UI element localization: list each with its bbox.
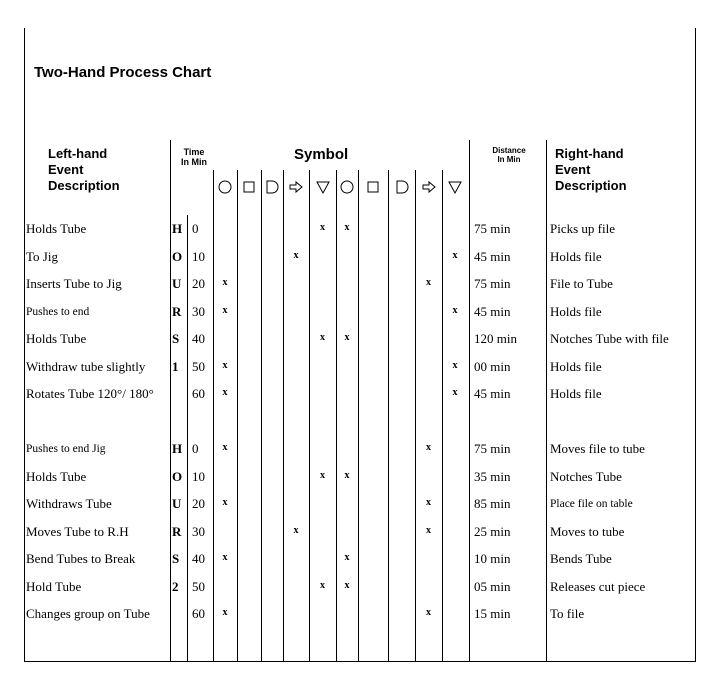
- arrow-icon: [420, 178, 438, 196]
- row-code: 2: [172, 578, 179, 594]
- symbol-mark: x: [344, 469, 350, 481]
- time-value: 50: [192, 358, 205, 374]
- left-hand-description: Pushes to end Jig: [26, 443, 106, 455]
- grid-line: [237, 170, 238, 662]
- symbol-mark: x: [222, 277, 228, 288]
- symbol-mark: x: [344, 552, 350, 563]
- left-hand-description: Inserts Tube to Jig: [26, 276, 122, 291]
- d-shape-icon: [263, 178, 281, 196]
- symbol-mark: x: [222, 387, 228, 398]
- right-hand-description: Place file on table: [550, 498, 633, 510]
- distance-value: 120 min: [474, 331, 517, 346]
- symbol-mark: x: [426, 607, 431, 618]
- left-hand-description: Hold Tube: [26, 578, 82, 594]
- distance-value: 15 min: [474, 606, 511, 621]
- right-header-line: Event: [555, 162, 591, 177]
- time-value: 0: [192, 221, 199, 236]
- grid-line: [170, 140, 171, 662]
- right-hand-description: Bends Tube: [550, 551, 612, 566]
- time-value: 40: [192, 331, 205, 346]
- left-hand-description: Withdraw tube slightly: [26, 358, 146, 374]
- time-header-line: In Min: [181, 157, 207, 167]
- grid-line: [469, 140, 470, 662]
- distance-value: 85 min: [474, 496, 511, 511]
- symbol-mark: x: [344, 579, 350, 591]
- left-hand-description: Holds Tube: [26, 221, 87, 236]
- left-hand-description: Withdraws Tube: [26, 496, 112, 511]
- distance-value: 05 min: [474, 578, 511, 594]
- time-value: 30: [192, 303, 205, 319]
- distance-header-line: Distance: [492, 146, 526, 155]
- triangle-icon: [446, 178, 464, 196]
- symbol-mark: x: [426, 524, 431, 536]
- time-header: [171, 147, 217, 167]
- row-code: O: [172, 468, 183, 484]
- row-code: U: [172, 276, 182, 291]
- left-hand-description: Bend Tubes to Break: [26, 551, 136, 566]
- right-hand-description: Notches Tube: [550, 468, 622, 484]
- time-value: 20: [192, 496, 205, 511]
- distance-value: 25 min: [474, 523, 511, 539]
- circle-icon: [216, 178, 234, 196]
- right-header-line: Description: [555, 178, 627, 193]
- right-hand-description: Holds file: [550, 248, 602, 264]
- d-shape-icon: [393, 178, 411, 196]
- row-code: H: [172, 221, 183, 236]
- row-code: S: [172, 331, 180, 346]
- left-hand-description: Holds Tube: [26, 331, 87, 346]
- right-hand-header: [555, 146, 627, 194]
- symbol-mark: x: [452, 387, 458, 398]
- symbol-mark: x: [452, 249, 458, 261]
- symbol-mark: x: [320, 579, 325, 591]
- time-value: 60: [192, 606, 205, 621]
- triangle-icon: [314, 178, 332, 196]
- page-title: Two-Hand Process Chart: [34, 64, 212, 81]
- right-hand-description: Releases cut piece: [550, 578, 646, 594]
- time-value: 30: [192, 523, 205, 539]
- symbol-mark: x: [222, 552, 228, 563]
- time-value: 0: [192, 441, 199, 456]
- square-icon: [240, 178, 258, 196]
- symbol-mark: x: [222, 304, 228, 316]
- arrow-icon: [287, 178, 305, 196]
- distance-value: 75 min: [474, 276, 511, 291]
- right-hand-description: File to Tube: [550, 276, 613, 291]
- left-hand-description: Holds Tube: [26, 468, 87, 484]
- right-hand-description: Notches Tube with file: [550, 331, 669, 346]
- square-icon: [364, 178, 382, 196]
- right-hand-description: Picks up file: [550, 221, 615, 236]
- left-hand-description: To Jig: [26, 248, 58, 264]
- row-code: S: [172, 551, 180, 566]
- symbol-mark: x: [344, 222, 350, 233]
- right-hand-description: Holds file: [550, 358, 602, 374]
- left-header-line: Description: [48, 178, 120, 193]
- grid-line: [187, 215, 188, 662]
- left-header-line: Left-hand: [48, 146, 108, 161]
- left-hand-header: [48, 146, 120, 194]
- time-value: 10: [192, 468, 205, 484]
- symbol-mark: x: [222, 442, 228, 453]
- symbol-mark: x: [293, 524, 299, 536]
- right-header-line: Right-hand: [555, 146, 624, 161]
- distance-value: 75 min: [474, 221, 511, 236]
- time-value: 10: [192, 248, 205, 264]
- distance-header-line: In Min: [497, 155, 521, 164]
- left-hand-description: Moves Tube to R.H: [26, 523, 129, 539]
- distance-value: 45 min: [474, 386, 511, 401]
- symbol-mark: x: [222, 359, 228, 371]
- time-value: 20: [192, 276, 205, 291]
- grid-line: [213, 170, 214, 662]
- row-code: H: [172, 441, 183, 456]
- distance-value: 10 min: [474, 551, 511, 566]
- symbol-mark: x: [222, 497, 228, 508]
- symbol-mark: x: [426, 442, 431, 453]
- row-code: R: [172, 523, 182, 539]
- distance-value: 00 min: [474, 358, 511, 374]
- row-code: O: [172, 248, 183, 264]
- time-value: 40: [192, 551, 205, 566]
- symbol-mark: x: [320, 469, 325, 481]
- symbol-mark: x: [452, 304, 458, 316]
- row-code: 1: [172, 358, 179, 374]
- grid-line: [388, 170, 389, 662]
- symbol-header: Symbol: [294, 146, 349, 163]
- symbol-mark: x: [426, 497, 431, 508]
- symbol-mark: x: [344, 332, 350, 343]
- left-header-line: Event: [48, 162, 84, 177]
- symbol-mark: x: [320, 332, 325, 343]
- symbol-mark: x: [222, 607, 228, 618]
- grid-line: [546, 140, 547, 662]
- left-hand-description: Pushes to end: [26, 305, 90, 318]
- grid-line: [309, 170, 310, 662]
- distance-header: [472, 146, 546, 164]
- grid-line: [442, 170, 443, 662]
- circle-icon: [338, 178, 356, 196]
- time-header-line: Time: [183, 147, 205, 157]
- time-value: 60: [192, 386, 205, 401]
- grid-line: [415, 170, 416, 662]
- left-hand-description: Rotates Tube 120°/ 180°: [26, 386, 154, 401]
- right-hand-description: Moves to tube: [550, 523, 625, 539]
- symbol-mark: x: [426, 277, 431, 288]
- right-hand-description: Moves file to tube: [550, 441, 645, 456]
- time-value: 50: [192, 578, 205, 594]
- right-hand-description: Holds file: [550, 386, 602, 401]
- symbol-mark: x: [452, 359, 458, 371]
- distance-value: 45 min: [474, 303, 511, 319]
- row-code: U: [172, 496, 182, 511]
- right-hand-description: Holds file: [550, 303, 602, 319]
- distance-value: 45 min: [474, 248, 511, 264]
- symbol-mark: x: [293, 249, 299, 261]
- right-hand-description: To file: [550, 606, 585, 621]
- symbol-mark: x: [320, 222, 325, 233]
- distance-value: 35 min: [474, 468, 511, 484]
- left-hand-description: Changes group on Tube: [26, 606, 150, 621]
- grid-line: [261, 170, 262, 662]
- distance-value: 75 min: [474, 441, 511, 456]
- grid-line: [358, 170, 359, 662]
- row-code: R: [172, 303, 182, 319]
- grid-line: [283, 170, 284, 662]
